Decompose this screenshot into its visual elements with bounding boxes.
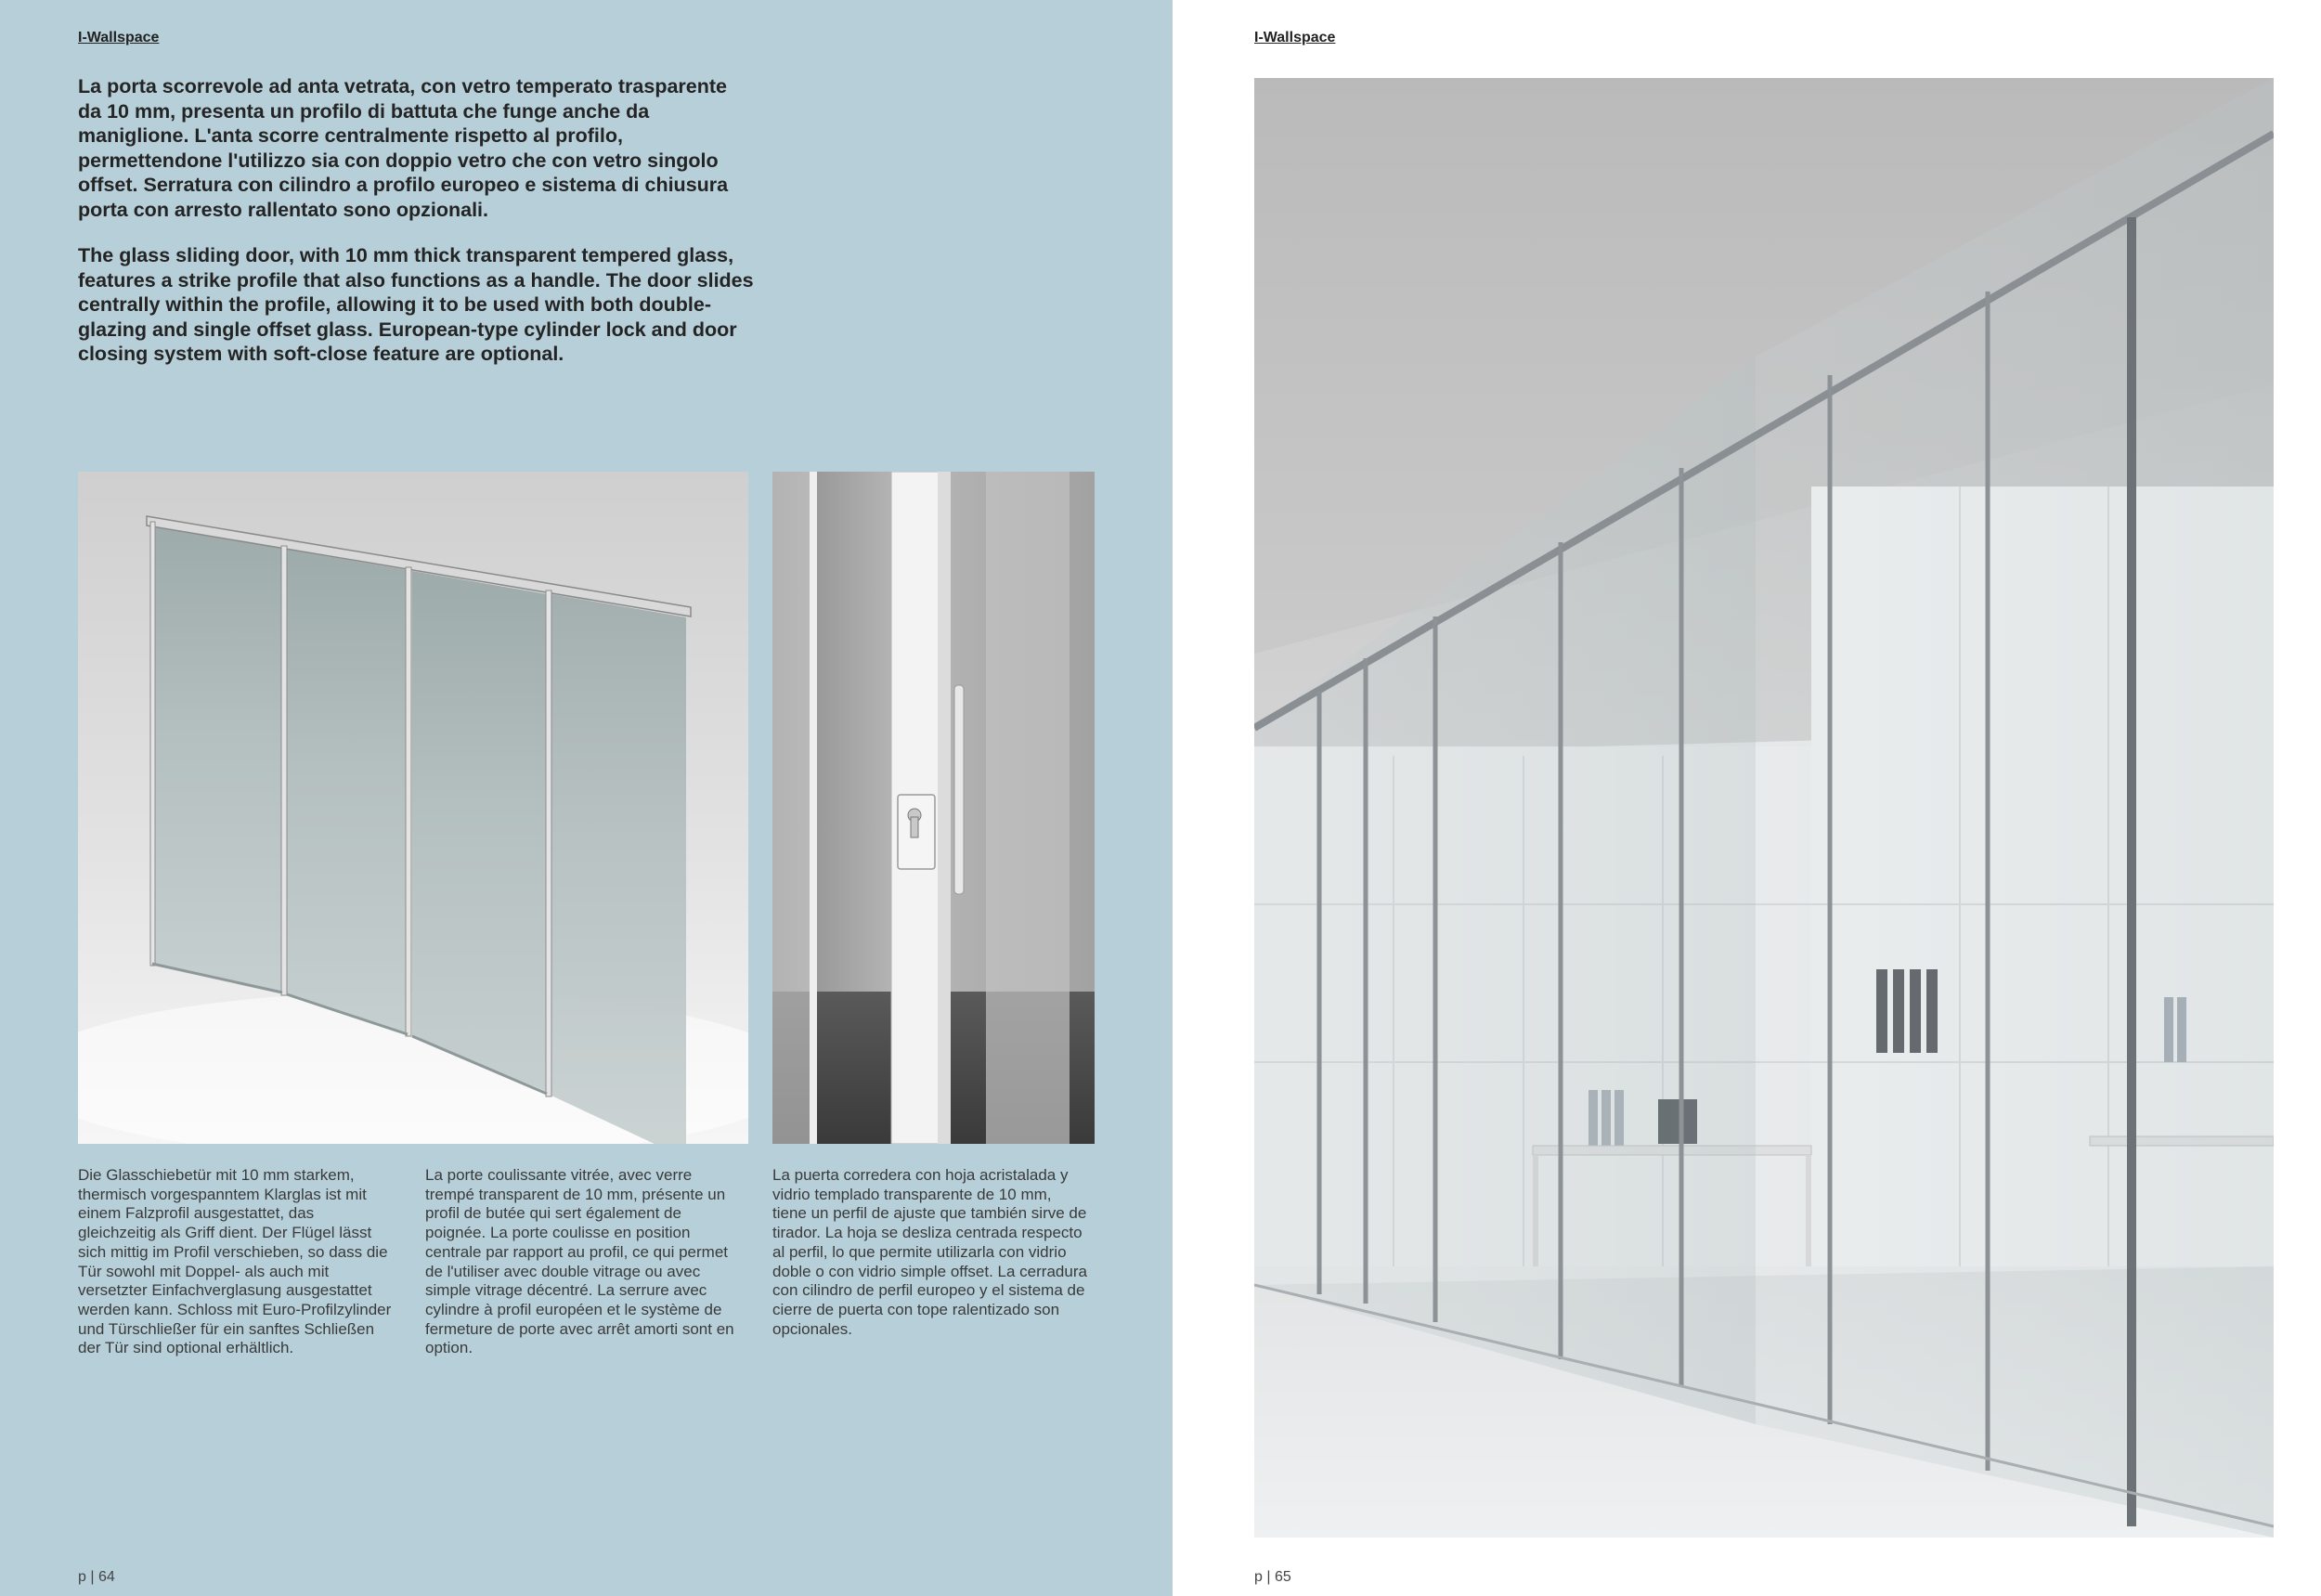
series-label: I-Wallspace [1254, 30, 1336, 45]
body-spanish: La puerta corredera con hoja acristalada y vidrio templado transparente de 10 mm, tiene un perfil de ajuste que también sirve de tirador. La hoja se desliza centrada respecto al perfil, lo que permite utilizarla con vidrio doble o con vidrio simple offset. La cerradura con cilindro de perfil europeo y el sistema de cierre de puerta con tope ralentizado son opcionales. [772, 1166, 1087, 1338]
intro-italian: La porta scorrevole ad anta vetrata, con vetro temperato trasparente da 10 mm, presenta un profilo di battuta che funge anche da maniglione. L'anta scorre centralmente rispetto al profilo, permettendone l'utilizzo sia con doppio vetro che con vetro singolo offset. Serratura con cilindro a profilo europeo e sistema di chiusura porta con arresto rallentato sono opzionali. [78, 75, 729, 221]
page-number: p | 65 [1254, 1569, 1291, 1585]
right-page [1173, 0, 2321, 1596]
body-german: Die Glasschiebetür mit 10 mm starkem, thermisch vorgespanntem Klarglas ist mit einem Falzprofil ausgestattet, das gleichzeitig als Griff dient. Der Flügel lässt sich mittig im Profil verschieben, so dass die Tür sowohl mit Doppel- als auch mit versetzter Einfachverglasung ausgestattet werden kann. Schloss mit Euro-Profilzylinder und Türschließer für ein sanftes Schließen der Tür sind optional erhältlich. [78, 1166, 392, 1357]
body-french: La porte coulissante vitrée, avec verre trempé transparent de 10 mm, présente un profil de butée qui sert également de poignée. La porte coulisse en position centrale par rapport au profil, ce qui permet de l'utiliser avec double vitrage ou avec simple vitrage décentré. La serrure avec cylindre à profil européen et le système de fermeture de porte avec arrêt amorti sont en option. [425, 1166, 734, 1357]
sliding-panels-photo [78, 472, 748, 1144]
series-label: I-Wallspace [78, 30, 160, 45]
intro-english: The glass sliding door, with 10 mm thick transparent tempered glass, features a strike profile that also functions as a handle. The door slides centrally within the profile, allowing it to be used with both double-glazing and single offset glass. European-type cylinder lock and door closing system with soft-close feature are optional. [78, 244, 754, 365]
office-glass-wall-photo [1254, 78, 2274, 1538]
lock-detail-photo [772, 472, 1095, 1144]
page-number: p | 64 [78, 1569, 115, 1585]
